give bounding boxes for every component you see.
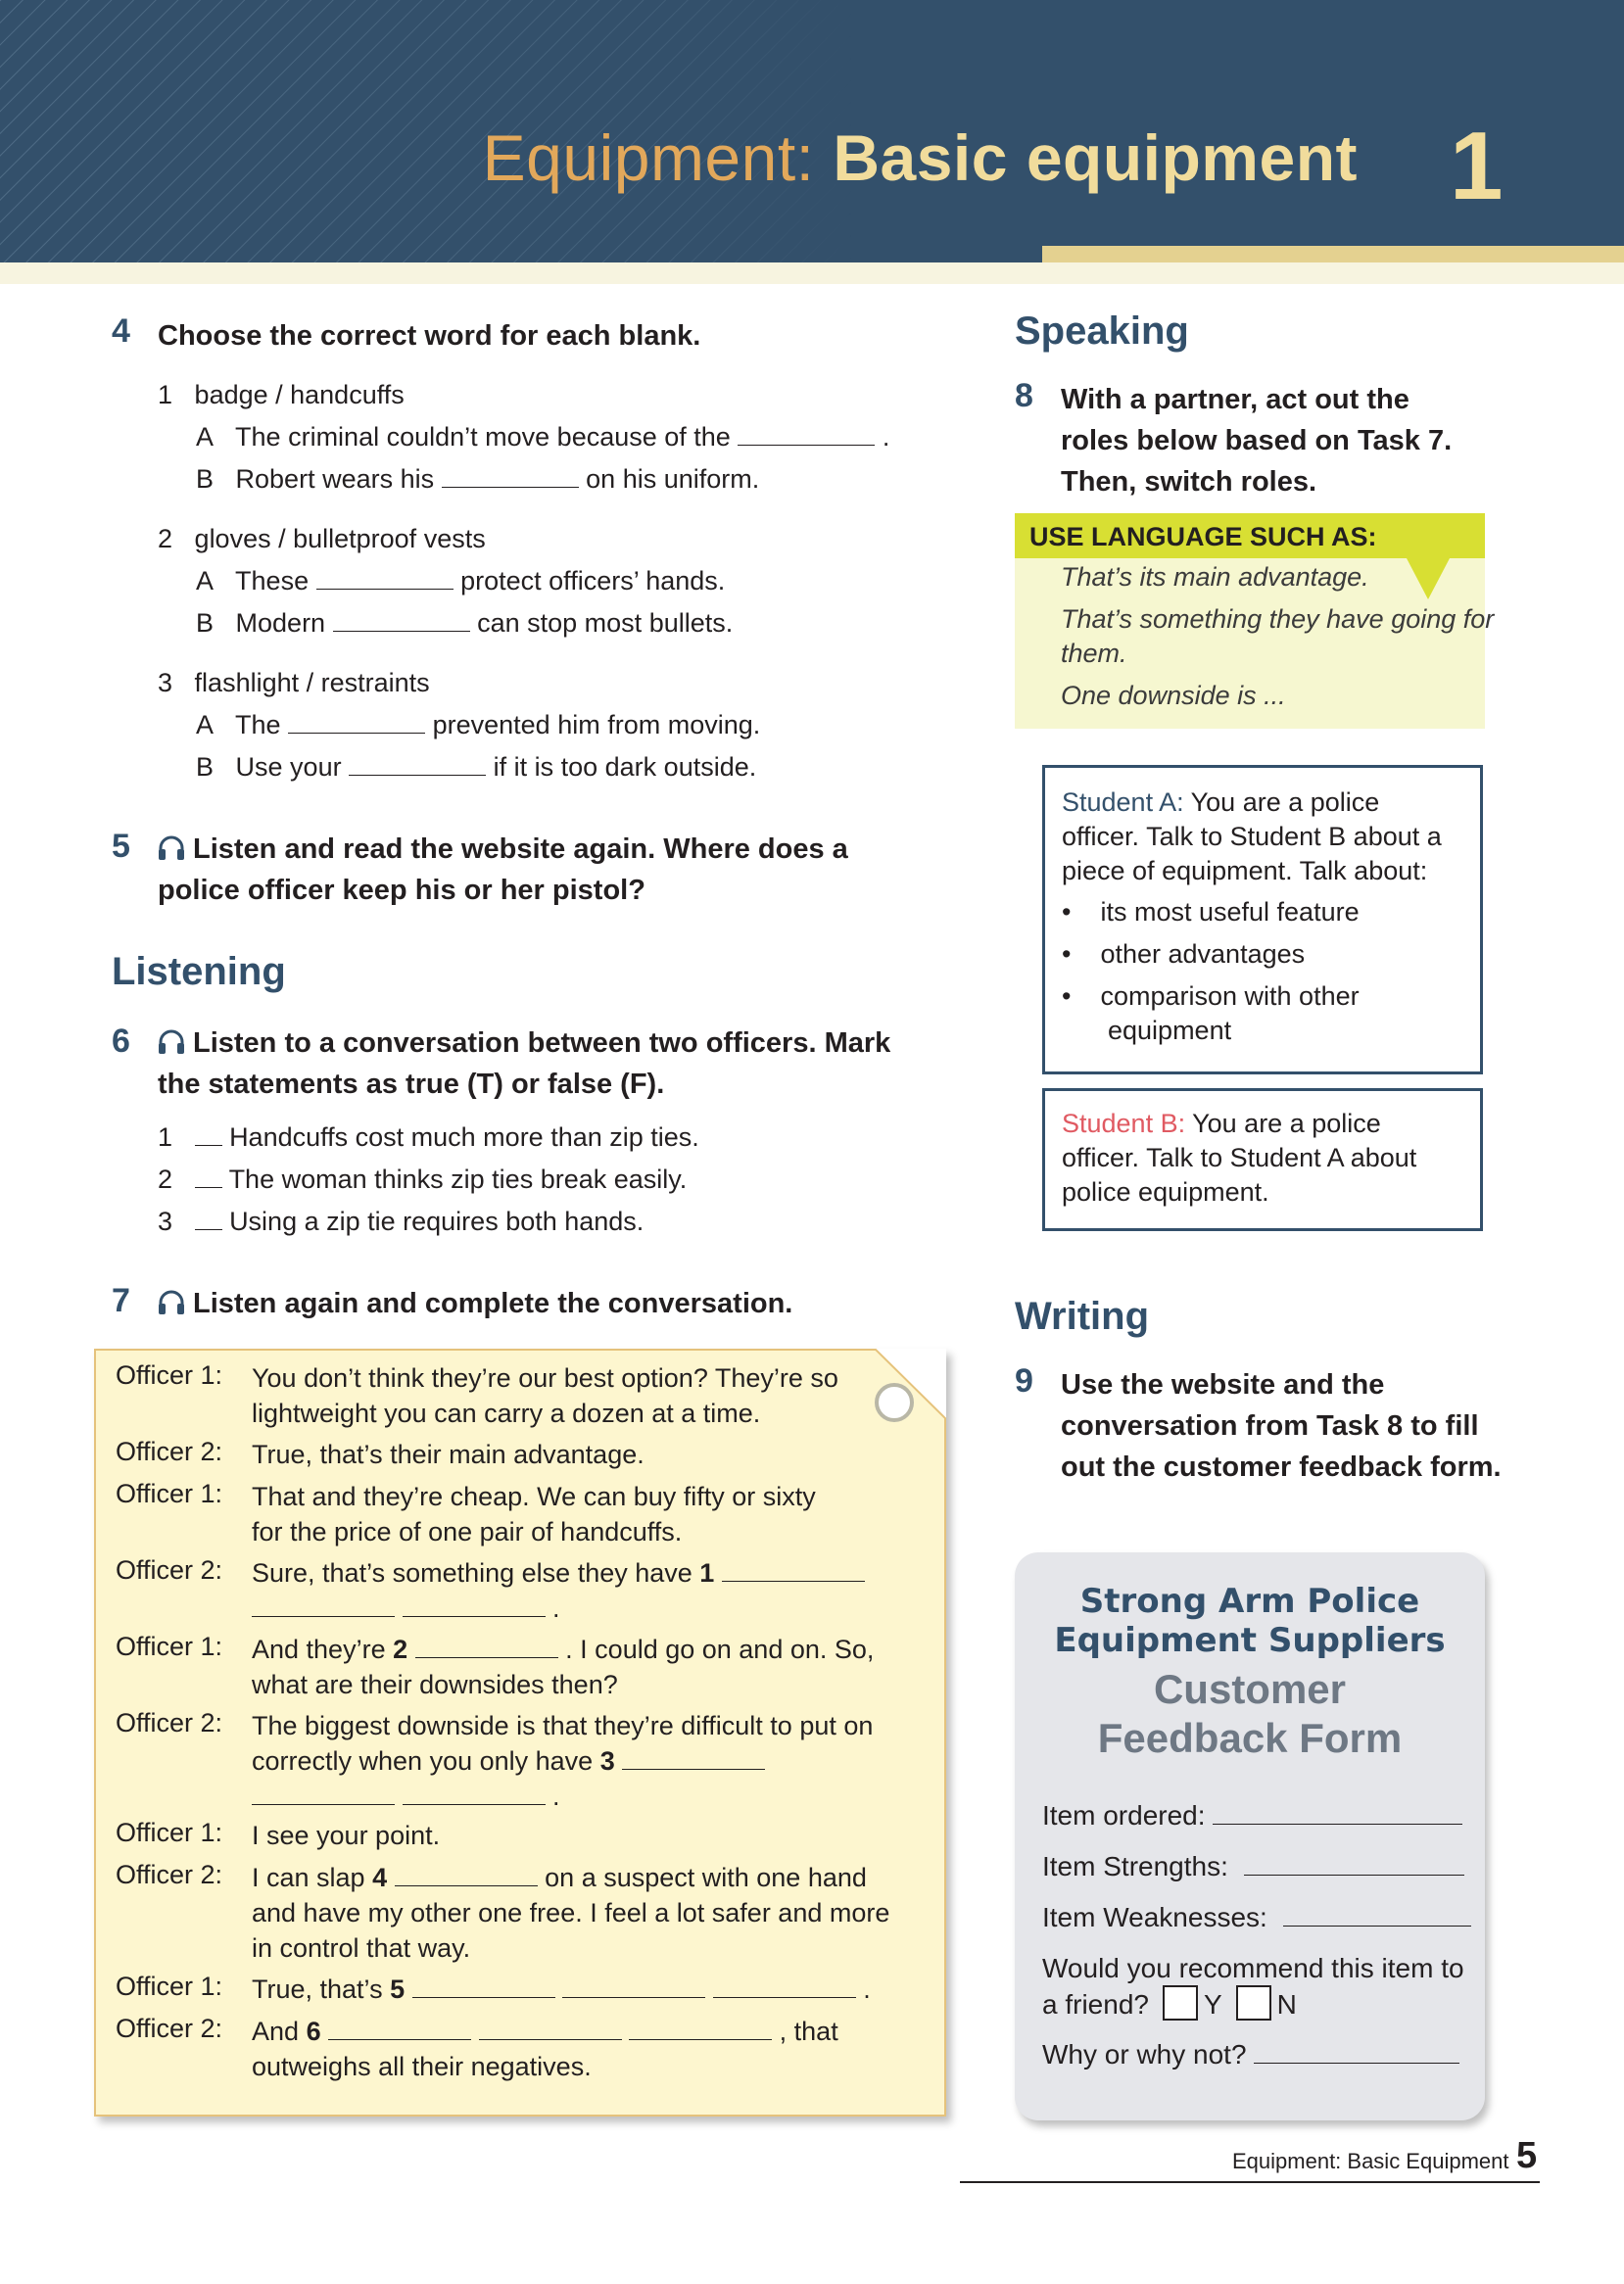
speaker-label: Officer 1: (116, 1632, 223, 1661)
footer-rule (960, 2181, 1540, 2183)
section-heading-listening: Listening (112, 950, 286, 993)
header-accent-bar (1042, 246, 1624, 262)
task-instruction: Use the website and the conversation from Task 8 to fill out the customer feedback form. (1061, 1369, 1502, 1483)
bullet-item: • comparison with other equipment (1062, 981, 1360, 1045)
yes-checkbox[interactable] (1163, 1985, 1198, 2021)
strengths-field[interactable] (1244, 1853, 1464, 1876)
company-name: Strong Arm Police Equipment Suppliers (1054, 1582, 1446, 1660)
word-pair: 3 flashlight / restraints (158, 668, 430, 697)
form-field-strengths: Item Strengths: (1042, 1850, 1464, 1883)
word-pair: 1 badge / handcuffs (158, 380, 405, 409)
sentence-a: A The prevented him from moving. (196, 710, 761, 739)
speaker-label: Officer 1: (116, 1360, 223, 1390)
student-b-text: Student B: You are a police officer. Talk to Student A about police equipment. (1062, 1109, 1417, 1207)
task-number: 8 (1015, 377, 1033, 414)
form-field-weaknesses: Item Weaknesses: (1042, 1901, 1471, 1934)
sentence-b: B Robert wears his on his uniform. (196, 464, 760, 494)
task-instruction: Listen to a conversation between two officers. Mark (158, 1023, 890, 1064)
use-language-title: USE LANGUAGE SUCH AS: (1029, 522, 1377, 551)
speech-tail-icon (1407, 558, 1450, 599)
speaker-label: Officer 2: (116, 1555, 223, 1585)
language-phrase: them. (1061, 639, 1127, 668)
conversation-line: And they’re 2 . I could go on and on. So, what are their downsides then? (252, 1635, 875, 1699)
language-phrase: That’s its main advantage. (1061, 562, 1369, 592)
form-title: Customer Feedback Form (1097, 1666, 1403, 1761)
task-instruction: With a partner, act out the roles below based on Task 7. Then, switch roles. (1061, 384, 1453, 498)
headphones-icon (158, 835, 185, 861)
sentence-a: A These protect officers’ hands. (196, 566, 726, 595)
speaker-label: Officer 1: (116, 1479, 223, 1508)
item-ordered-field[interactable] (1213, 1802, 1462, 1825)
task-instruction: Choose the correct word for each blank. (158, 320, 701, 352)
speaker-label: Officer 1: (116, 1972, 223, 2001)
task-instruction: Listen and read the website again. Where does a (158, 829, 848, 870)
conversation-line: True, that’s 5 . (252, 1975, 871, 2004)
sentence-b: B Modern can stop most bullets. (196, 608, 734, 638)
language-phrase: One downside is ... (1061, 681, 1286, 710)
no-checkbox[interactable] (1236, 1985, 1271, 2021)
bullet-item: • its most useful feature (1062, 897, 1360, 927)
conversation-line: Sure, that’s something else they have 1 . (252, 1555, 918, 1626)
conversation-line: I see your point. (252, 1821, 441, 1850)
task-number: 5 (112, 828, 130, 865)
statement: 2 The woman thinks zip ties break easily. (158, 1165, 688, 1194)
headphones-icon (158, 1290, 185, 1315)
student-a-card (1042, 765, 1483, 1074)
language-phrase: That’s something they have going for (1061, 604, 1495, 634)
task-instruction-line: the statements as true (T) or false (F). (158, 1069, 665, 1100)
task-number: 6 (112, 1023, 130, 1060)
task-instruction-line: police officer keep his or her pistol? (158, 875, 645, 906)
word-pair: 2 gloves / bulletproof vests (158, 524, 486, 553)
conversation-line: That and they’re cheap. We can buy fifty or sixty for the price of one pair of handcuffs. (252, 1482, 816, 1546)
conversation-box (94, 1349, 946, 2117)
task-number: 4 (112, 312, 130, 350)
speaker-label: Officer 2: (116, 2014, 223, 2043)
form-field-why: Why or why not? (1042, 2038, 1459, 2071)
task-instruction: Listen again and complete the conversation. (158, 1283, 792, 1324)
headphones-icon (158, 1029, 185, 1055)
statement: 3 Using a zip tie requires both hands. (158, 1207, 645, 1236)
speaker-label: Officer 2: (116, 1860, 223, 1889)
feedback-form (1015, 1552, 1485, 2120)
conversation-line: The biggest downside is that they’re difficult to put on correctly when you only have 3 . (252, 1711, 874, 1811)
why-field[interactable] (1254, 2041, 1459, 2064)
speaker-label: Officer 1: (116, 1818, 223, 1847)
sentence-b: B Use your if it is too dark outside. (196, 752, 757, 782)
section-heading-writing: Writing (1015, 1295, 1150, 1338)
sentence-a: A The criminal couldn’t move because of the . (196, 422, 890, 452)
page-header (0, 0, 1624, 262)
statement: 1 Handcuffs cost much more than zip ties. (158, 1122, 699, 1152)
bullet-item: • other advantages (1062, 939, 1306, 969)
conversation-line: You don’t think they’re our best option? They’re so lightweight you can carry a dozen at a time. (252, 1363, 838, 1428)
student-a-text: Student A: You are a police officer. Talk to Student B about a piece of equipment. Talk about: (1062, 787, 1442, 885)
form-field-recommend: Would you recommend this item to a friend? Y N (1042, 1953, 1464, 2020)
speaker-label: Officer 2: (116, 1708, 223, 1737)
page-title: Equipment: Basic equipment (482, 121, 1358, 194)
task-number: 9 (1015, 1362, 1033, 1400)
header-band (0, 262, 1624, 284)
footer-text: Equipment: Basic Equipment (1232, 2149, 1509, 2173)
conversation-line: I can slap 4 on a suspect with one hand and have my other one free. I feel a lot safer and more in control that way. (252, 1863, 890, 1963)
conversation-line: And 6 , that outweighs all their negatives. (252, 2017, 838, 2081)
section-heading-speaking: Speaking (1015, 309, 1189, 353)
weaknesses-field[interactable] (1283, 1904, 1471, 1927)
page-number: 5 (1516, 2135, 1538, 2176)
unit-number: 1 (1450, 112, 1504, 219)
conversation-line: True, that’s their main advantage. (252, 1440, 645, 1469)
student-b-card (1042, 1088, 1483, 1231)
form-field-item-ordered: Item ordered: (1042, 1799, 1462, 1832)
task-number: 7 (112, 1282, 130, 1319)
speaker-label: Officer 2: (116, 1437, 223, 1466)
